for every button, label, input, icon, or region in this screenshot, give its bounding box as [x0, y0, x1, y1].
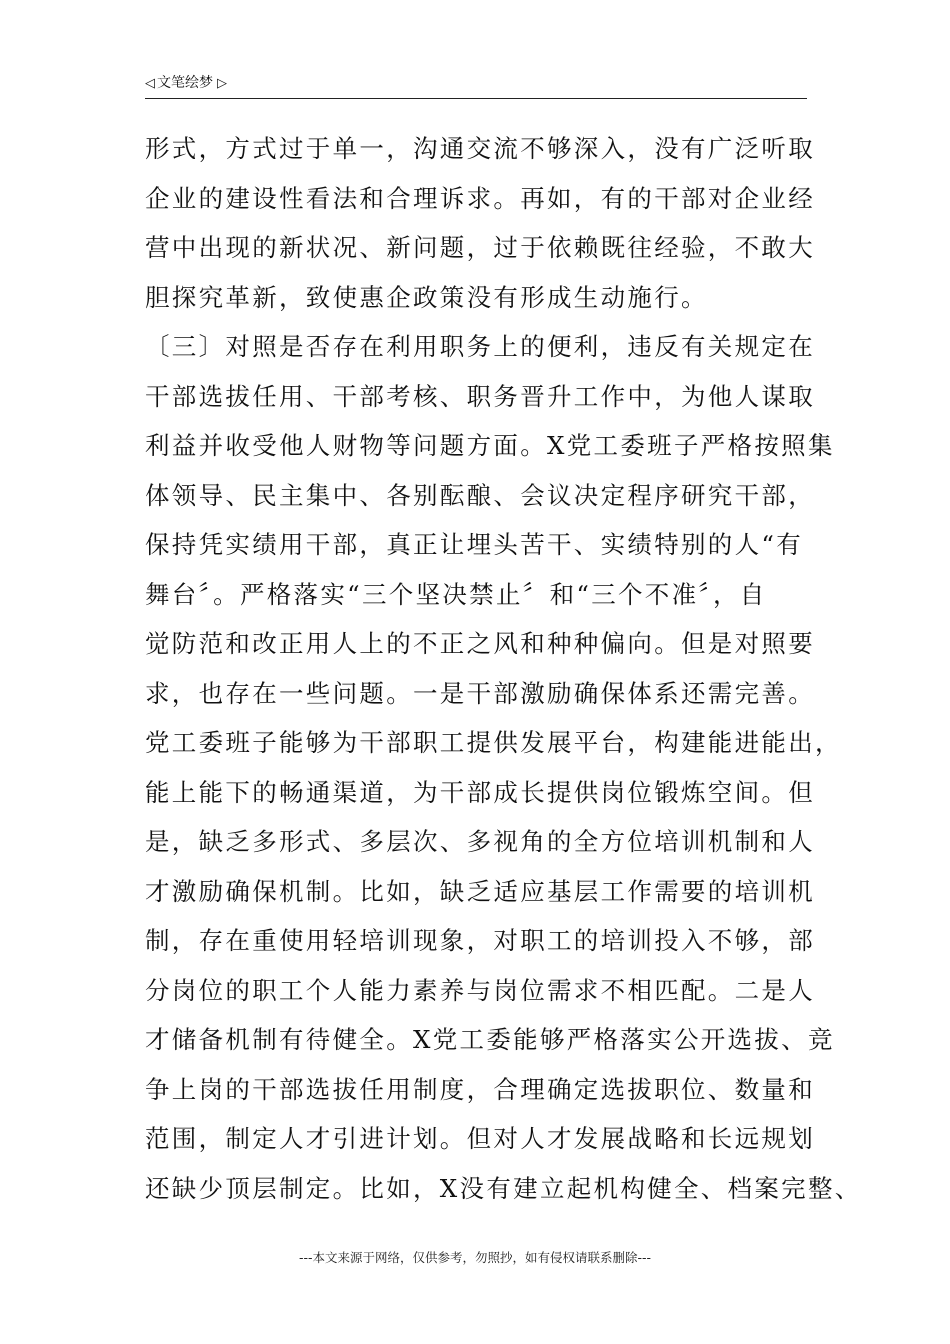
page-footer-disclaimer: ---本文来源于网络，仅供参考，勿照抄，如有侵权请联系删除---: [298, 1250, 652, 1265]
text-line: 还缺少顶层制定。比如，X没有建立起机构健全、档案完整、: [145, 1173, 862, 1203]
text-line: 能上能下的畅通渠道，为干部成长提供岗位锻炼空间。但: [145, 777, 815, 807]
text-line: 胆探究革新，致使惠企政策没有形成生动施行。: [145, 282, 708, 312]
text-line: 利益并收受他人财物等问题方面。X党工委班子严格按照集: [145, 431, 835, 460]
text-line: 企业的建设性看法和合理诉求。再如，有的干部对企业经: [145, 183, 815, 213]
text-line: 保持凭实绩用干部，真正让埋头苦干、实绩特别的人“有: [145, 530, 804, 559]
text-line: 体领导、民主集中、各别酝酿、会议决定程序研究干部，: [145, 480, 815, 510]
text-line: 制，存在重使用轻培训现象，对职工的培训投入不够，部: [145, 926, 815, 955]
section-heading-line: 〔三〕对照是否存在利用职务上的便利，违反有关规定在: [145, 332, 815, 361]
left-triangle-icon: ◁: [145, 76, 155, 91]
text-line: 分岗位的职工个人能力素养与岗位需求不相匹配。二是人: [145, 975, 815, 1005]
text-line: 形式，方式过于单一，沟通交流不够深入，没有广泛听取: [145, 134, 815, 163]
header-brand: 文笔绘梦: [157, 75, 213, 91]
right-triangle-icon: ▷: [217, 76, 227, 91]
text-line: 才激励确保机制。比如，缺乏适应基层工作需要的培训机: [145, 876, 815, 906]
document-body: [145, 124, 862, 1213]
text-line: 党工委班子能够为干部职工提供发展平台，构建能进能出，: [145, 728, 842, 757]
text-line: 是，缺乏多形式、多层次、多视角的全方位培训机制和人: [145, 827, 815, 856]
text-line: 范围，制定人才引进计划。但对人才发展战略和长远规划: [145, 1124, 815, 1153]
text-line: 营中出现的新状况、新问题，过于依赖既往经验，不敢大: [145, 233, 815, 262]
text-line: 干部选拔任用、干部考核、职务晋升工作中，为他人谋取: [145, 381, 815, 411]
page-header: [145, 72, 807, 99]
text-line: 舞台〞。严格落实“三个坚决禁止〞和“三个不准〞，自: [145, 579, 767, 609]
text-line: 才储备机制有待健全。X党工委能够严格落实公开选拔、竞: [145, 1025, 835, 1054]
text-line: 觉防范和改正用人上的不正之风和种种偏向。但是对照要: [145, 629, 815, 658]
text-line: 求，也存在一些问题。一是干部激励确保体系还需完善。: [145, 678, 815, 708]
text-line: 争上岗的干部选拔任用制度，合理确定选拔职位、数量和: [145, 1074, 815, 1104]
